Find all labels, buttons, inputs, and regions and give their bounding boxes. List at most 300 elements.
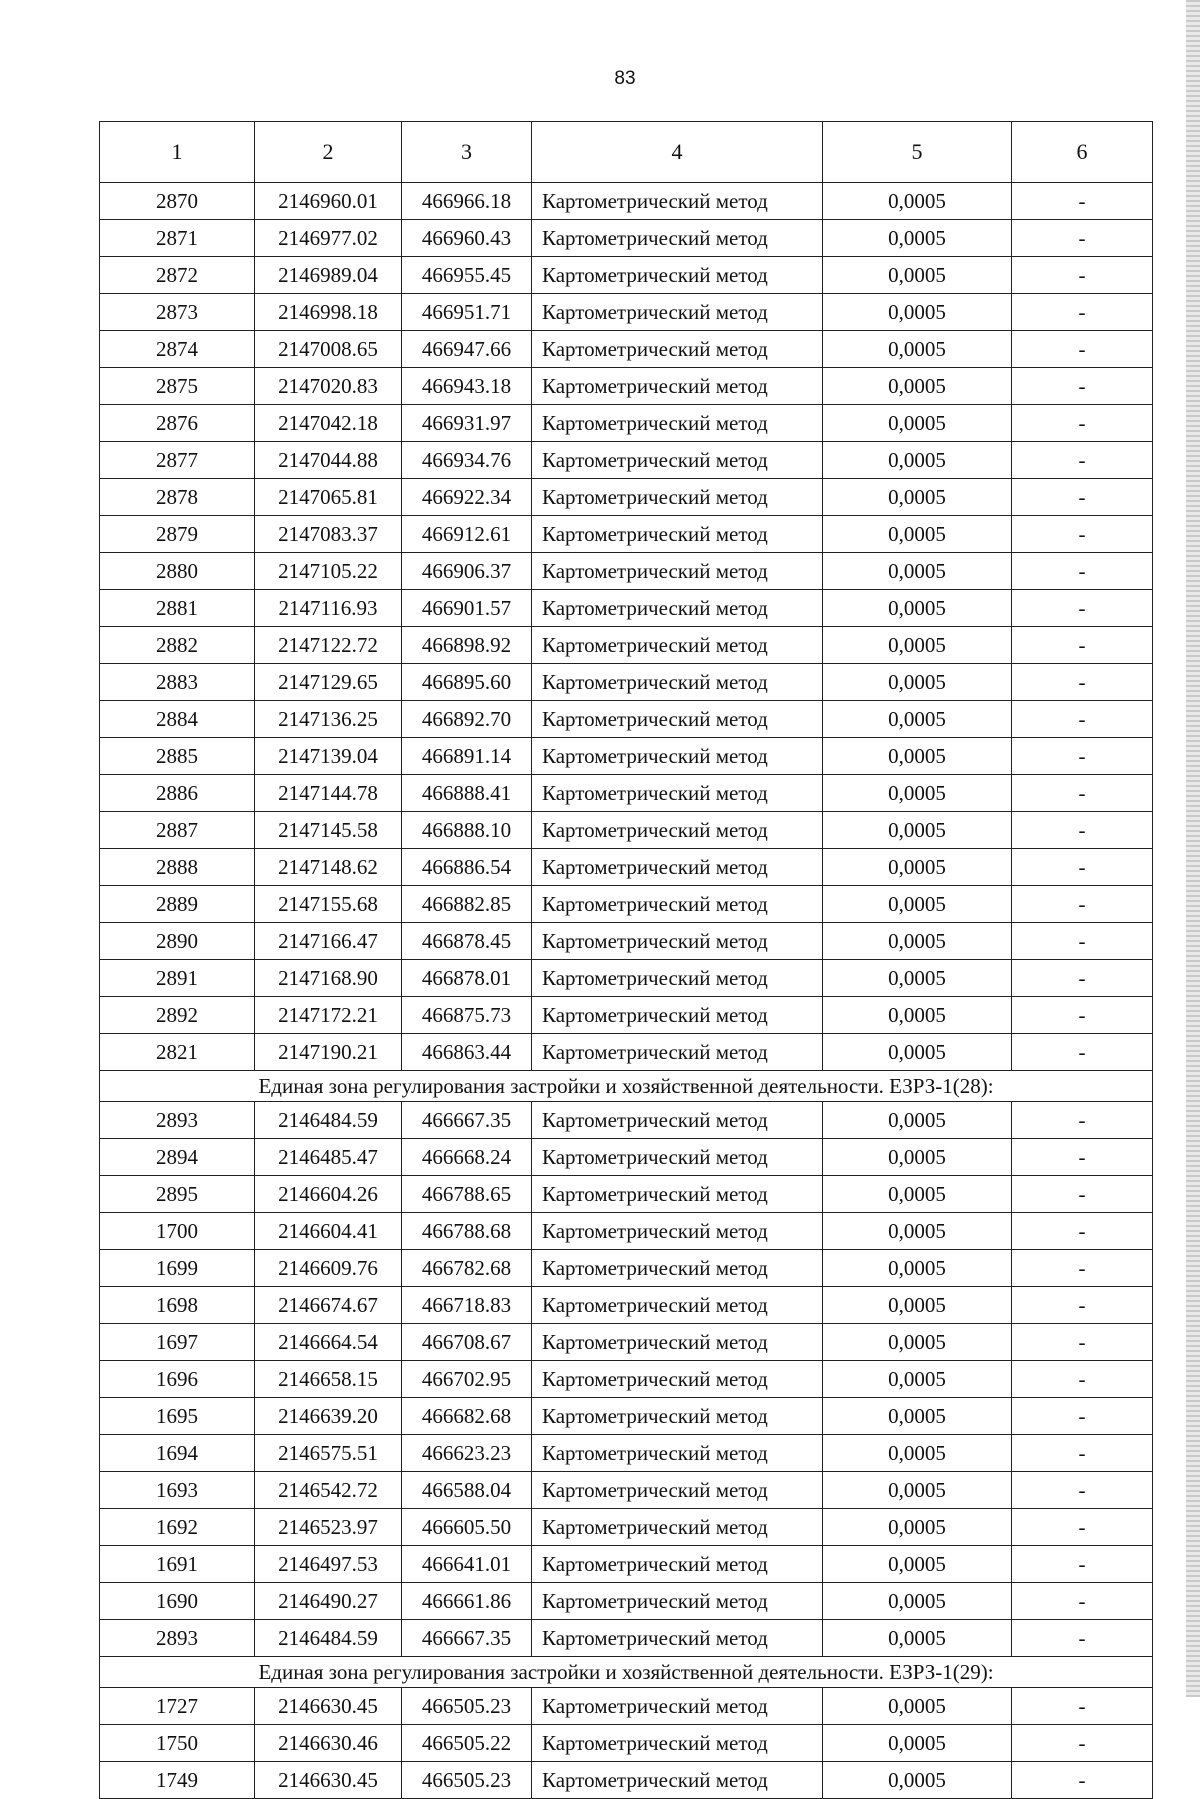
- point-number-cell: 2875: [100, 368, 255, 405]
- point-number-cell: 2884: [100, 701, 255, 738]
- point-number-cell: 2874: [100, 331, 255, 368]
- column-header: 3: [402, 122, 532, 183]
- x-coordinate-cell: 2147116.93: [255, 590, 402, 627]
- method-cell: Картометрический метод: [532, 257, 823, 294]
- y-coordinate-cell: 466878.01: [402, 960, 532, 997]
- point-number-cell: 2880: [100, 553, 255, 590]
- x-coordinate-cell: 2147042.18: [255, 405, 402, 442]
- table-row: [100, 442, 1153, 479]
- y-coordinate-cell: 466863.44: [402, 1034, 532, 1071]
- method-cell: Картометрический метод: [532, 1398, 823, 1435]
- note-cell: -: [1012, 886, 1153, 923]
- accuracy-cell: 0,0005: [823, 590, 1012, 627]
- point-number-cell: 2872: [100, 257, 255, 294]
- table-row: [100, 257, 1153, 294]
- note-cell: -: [1012, 1509, 1153, 1546]
- note-cell: -: [1012, 1213, 1153, 1250]
- column-header: 4: [532, 122, 823, 183]
- point-number-cell: 2883: [100, 664, 255, 701]
- table-row: [100, 997, 1153, 1034]
- x-coordinate-cell: 2147008.65: [255, 331, 402, 368]
- y-coordinate-cell: 466922.34: [402, 479, 532, 516]
- method-cell: Картометрический метод: [532, 997, 823, 1034]
- point-number-cell: 2895: [100, 1176, 255, 1213]
- note-cell: -: [1012, 1139, 1153, 1176]
- table-row: [100, 183, 1153, 220]
- accuracy-cell: 0,0005: [823, 923, 1012, 960]
- y-coordinate-cell: 466906.37: [402, 553, 532, 590]
- point-number-cell: 1693: [100, 1472, 255, 1509]
- x-coordinate-cell: 2146485.47: [255, 1139, 402, 1176]
- column-header: 1: [100, 122, 255, 183]
- accuracy-cell: 0,0005: [823, 516, 1012, 553]
- table-row: [100, 1102, 1153, 1139]
- method-cell: Картометрический метод: [532, 923, 823, 960]
- y-coordinate-cell: 466605.50: [402, 1509, 532, 1546]
- y-coordinate-cell: 466886.54: [402, 849, 532, 886]
- table-row: [100, 1688, 1153, 1725]
- note-cell: -: [1012, 627, 1153, 664]
- table-row: [100, 368, 1153, 405]
- y-coordinate-cell: 466505.23: [402, 1688, 532, 1725]
- point-number-cell: 1694: [100, 1435, 255, 1472]
- section-title: Единая зона регулирования застройки и хозяйственной деятельности. ЕЗРЗ-1(29):: [100, 1657, 1153, 1688]
- method-cell: Картометрический метод: [532, 368, 823, 405]
- x-coordinate-cell: 2147145.58: [255, 812, 402, 849]
- note-cell: -: [1012, 738, 1153, 775]
- method-cell: Картометрический метод: [532, 442, 823, 479]
- accuracy-cell: 0,0005: [823, 220, 1012, 257]
- y-coordinate-cell: 466505.22: [402, 1725, 532, 1762]
- note-cell: -: [1012, 1102, 1153, 1139]
- table-row: [100, 1583, 1153, 1620]
- method-cell: Картометрический метод: [532, 1287, 823, 1324]
- y-coordinate-cell: 466641.01: [402, 1546, 532, 1583]
- point-number-cell: 1727: [100, 1688, 255, 1725]
- x-coordinate-cell: 2146989.04: [255, 257, 402, 294]
- table-row: [100, 812, 1153, 849]
- method-cell: Картометрический метод: [532, 331, 823, 368]
- table-row: [100, 1213, 1153, 1250]
- accuracy-cell: 0,0005: [823, 812, 1012, 849]
- y-coordinate-cell: 466912.61: [402, 516, 532, 553]
- y-coordinate-cell: 466708.67: [402, 1324, 532, 1361]
- y-coordinate-cell: 466788.68: [402, 1213, 532, 1250]
- method-cell: Картометрический метод: [532, 294, 823, 331]
- table-row: [100, 479, 1153, 516]
- x-coordinate-cell: 2146484.59: [255, 1102, 402, 1139]
- x-coordinate-cell: 2147044.88: [255, 442, 402, 479]
- accuracy-cell: 0,0005: [823, 886, 1012, 923]
- table-row: [100, 1176, 1153, 1213]
- note-cell: -: [1012, 1688, 1153, 1725]
- table-row: [100, 1435, 1153, 1472]
- method-cell: Картометрический метод: [532, 1688, 823, 1725]
- accuracy-cell: 0,0005: [823, 183, 1012, 220]
- point-number-cell: 1695: [100, 1398, 255, 1435]
- y-coordinate-cell: 466888.10: [402, 812, 532, 849]
- x-coordinate-cell: 2146998.18: [255, 294, 402, 331]
- accuracy-cell: 0,0005: [823, 1762, 1012, 1799]
- accuracy-cell: 0,0005: [823, 1688, 1012, 1725]
- method-cell: Картометрический метод: [532, 1435, 823, 1472]
- note-cell: -: [1012, 1034, 1153, 1071]
- table-row: [100, 664, 1153, 701]
- y-coordinate-cell: 466718.83: [402, 1287, 532, 1324]
- method-cell: Картометрический метод: [532, 701, 823, 738]
- note-cell: -: [1012, 775, 1153, 812]
- table-row: [100, 701, 1153, 738]
- x-coordinate-cell: 2146960.01: [255, 183, 402, 220]
- note-cell: -: [1012, 220, 1153, 257]
- note-cell: -: [1012, 1725, 1153, 1762]
- accuracy-cell: 0,0005: [823, 701, 1012, 738]
- y-coordinate-cell: 466888.41: [402, 775, 532, 812]
- point-number-cell: 2878: [100, 479, 255, 516]
- x-coordinate-cell: 2146575.51: [255, 1435, 402, 1472]
- accuracy-cell: 0,0005: [823, 1509, 1012, 1546]
- point-number-cell: 2870: [100, 183, 255, 220]
- point-number-cell: 2890: [100, 923, 255, 960]
- point-number-cell: 2882: [100, 627, 255, 664]
- x-coordinate-cell: 2147129.65: [255, 664, 402, 701]
- accuracy-cell: 0,0005: [823, 849, 1012, 886]
- accuracy-cell: 0,0005: [823, 1546, 1012, 1583]
- note-cell: -: [1012, 923, 1153, 960]
- table-row: [100, 1287, 1153, 1324]
- x-coordinate-cell: 2146604.41: [255, 1213, 402, 1250]
- point-number-cell: 2892: [100, 997, 255, 1034]
- accuracy-cell: 0,0005: [823, 331, 1012, 368]
- table-header-row: [100, 122, 1153, 183]
- table-row: [100, 1139, 1153, 1176]
- section-header-row: [100, 1657, 1153, 1688]
- accuracy-cell: 0,0005: [823, 1583, 1012, 1620]
- x-coordinate-cell: 2146639.20: [255, 1398, 402, 1435]
- accuracy-cell: 0,0005: [823, 1620, 1012, 1657]
- note-cell: -: [1012, 1620, 1153, 1657]
- note-cell: -: [1012, 1762, 1153, 1799]
- method-cell: Картометрический метод: [532, 886, 823, 923]
- note-cell: -: [1012, 368, 1153, 405]
- accuracy-cell: 0,0005: [823, 1034, 1012, 1071]
- x-coordinate-cell: 2146484.59: [255, 1620, 402, 1657]
- accuracy-cell: 0,0005: [823, 1176, 1012, 1213]
- y-coordinate-cell: 466901.57: [402, 590, 532, 627]
- table-row: [100, 1034, 1153, 1071]
- accuracy-cell: 0,0005: [823, 442, 1012, 479]
- y-coordinate-cell: 466588.04: [402, 1472, 532, 1509]
- x-coordinate-cell: 2147144.78: [255, 775, 402, 812]
- note-cell: -: [1012, 1287, 1153, 1324]
- y-coordinate-cell: 466788.65: [402, 1176, 532, 1213]
- table-row: [100, 1472, 1153, 1509]
- point-number-cell: 2881: [100, 590, 255, 627]
- accuracy-cell: 0,0005: [823, 738, 1012, 775]
- table-row: [100, 738, 1153, 775]
- table-row: [100, 627, 1153, 664]
- method-cell: Картометрический метод: [532, 664, 823, 701]
- method-cell: Картометрический метод: [532, 553, 823, 590]
- point-number-cell: 2871: [100, 220, 255, 257]
- note-cell: -: [1012, 331, 1153, 368]
- x-coordinate-cell: 2147065.81: [255, 479, 402, 516]
- note-cell: -: [1012, 553, 1153, 590]
- y-coordinate-cell: 466667.35: [402, 1102, 532, 1139]
- method-cell: Картометрический метод: [532, 1250, 823, 1287]
- point-number-cell: 2876: [100, 405, 255, 442]
- point-number-cell: 2879: [100, 516, 255, 553]
- note-cell: -: [1012, 183, 1153, 220]
- x-coordinate-cell: 2147139.04: [255, 738, 402, 775]
- x-coordinate-cell: 2146497.53: [255, 1546, 402, 1583]
- accuracy-cell: 0,0005: [823, 997, 1012, 1034]
- note-cell: -: [1012, 294, 1153, 331]
- point-number-cell: 1692: [100, 1509, 255, 1546]
- x-coordinate-cell: 2146630.46: [255, 1725, 402, 1762]
- point-number-cell: 2889: [100, 886, 255, 923]
- method-cell: Картометрический метод: [532, 1472, 823, 1509]
- method-cell: Картометрический метод: [532, 1620, 823, 1657]
- table-row: [100, 1725, 1153, 1762]
- accuracy-cell: 0,0005: [823, 1102, 1012, 1139]
- note-cell: -: [1012, 701, 1153, 738]
- y-coordinate-cell: 466667.35: [402, 1620, 532, 1657]
- y-coordinate-cell: 466898.92: [402, 627, 532, 664]
- x-coordinate-cell: 2147166.47: [255, 923, 402, 960]
- accuracy-cell: 0,0005: [823, 775, 1012, 812]
- x-coordinate-cell: 2146977.02: [255, 220, 402, 257]
- y-coordinate-cell: 466892.70: [402, 701, 532, 738]
- coordinates-table: [99, 121, 1153, 1799]
- method-cell: Картометрический метод: [532, 1361, 823, 1398]
- method-cell: Картометрический метод: [532, 1324, 823, 1361]
- x-coordinate-cell: 2147155.68: [255, 886, 402, 923]
- method-cell: Картометрический метод: [532, 775, 823, 812]
- accuracy-cell: 0,0005: [823, 368, 1012, 405]
- point-number-cell: 1690: [100, 1583, 255, 1620]
- x-coordinate-cell: 2147083.37: [255, 516, 402, 553]
- point-number-cell: 2891: [100, 960, 255, 997]
- y-coordinate-cell: 466895.60: [402, 664, 532, 701]
- column-header: 5: [823, 122, 1012, 183]
- method-cell: Картометрический метод: [532, 405, 823, 442]
- x-coordinate-cell: 2146658.15: [255, 1361, 402, 1398]
- table-row: [100, 1762, 1153, 1799]
- accuracy-cell: 0,0005: [823, 257, 1012, 294]
- accuracy-cell: 0,0005: [823, 1435, 1012, 1472]
- method-cell: Картометрический метод: [532, 1139, 823, 1176]
- table-row: [100, 1324, 1153, 1361]
- point-number-cell: 1691: [100, 1546, 255, 1583]
- x-coordinate-cell: 2146630.45: [255, 1762, 402, 1799]
- x-coordinate-cell: 2147168.90: [255, 960, 402, 997]
- table-row: [100, 886, 1153, 923]
- table-row: [100, 516, 1153, 553]
- note-cell: -: [1012, 1398, 1153, 1435]
- method-cell: Картометрический метод: [532, 738, 823, 775]
- point-number-cell: 1749: [100, 1762, 255, 1799]
- point-number-cell: 2877: [100, 442, 255, 479]
- method-cell: Картометрический метод: [532, 1176, 823, 1213]
- accuracy-cell: 0,0005: [823, 627, 1012, 664]
- note-cell: -: [1012, 479, 1153, 516]
- x-coordinate-cell: 2147122.72: [255, 627, 402, 664]
- method-cell: Картометрический метод: [532, 849, 823, 886]
- y-coordinate-cell: 466702.95: [402, 1361, 532, 1398]
- table-row: [100, 590, 1153, 627]
- note-cell: -: [1012, 590, 1153, 627]
- point-number-cell: 1697: [100, 1324, 255, 1361]
- accuracy-cell: 0,0005: [823, 1287, 1012, 1324]
- page-number: 83: [614, 68, 636, 89]
- y-coordinate-cell: 466931.97: [402, 405, 532, 442]
- note-cell: -: [1012, 1435, 1153, 1472]
- x-coordinate-cell: 2147105.22: [255, 553, 402, 590]
- note-cell: -: [1012, 664, 1153, 701]
- note-cell: -: [1012, 1250, 1153, 1287]
- table-row: [100, 1620, 1153, 1657]
- table-row: [100, 405, 1153, 442]
- method-cell: Картометрический метод: [532, 1546, 823, 1583]
- note-cell: -: [1012, 960, 1153, 997]
- table-row: [100, 775, 1153, 812]
- x-coordinate-cell: 2146604.26: [255, 1176, 402, 1213]
- note-cell: -: [1012, 1361, 1153, 1398]
- method-cell: Картометрический метод: [532, 220, 823, 257]
- y-coordinate-cell: 466875.73: [402, 997, 532, 1034]
- x-coordinate-cell: 2147190.21: [255, 1034, 402, 1071]
- accuracy-cell: 0,0005: [823, 479, 1012, 516]
- point-number-cell: 1698: [100, 1287, 255, 1324]
- table-row: [100, 1509, 1153, 1546]
- point-number-cell: 2888: [100, 849, 255, 886]
- accuracy-cell: 0,0005: [823, 664, 1012, 701]
- point-number-cell: 2894: [100, 1139, 255, 1176]
- y-coordinate-cell: 466947.66: [402, 331, 532, 368]
- point-number-cell: 2893: [100, 1102, 255, 1139]
- method-cell: Картометрический метод: [532, 812, 823, 849]
- accuracy-cell: 0,0005: [823, 1472, 1012, 1509]
- accuracy-cell: 0,0005: [823, 553, 1012, 590]
- method-cell: Картометрический метод: [532, 1034, 823, 1071]
- method-cell: Картометрический метод: [532, 590, 823, 627]
- method-cell: Картометрический метод: [532, 1102, 823, 1139]
- table-row: [100, 1546, 1153, 1583]
- method-cell: Картометрический метод: [532, 960, 823, 997]
- y-coordinate-cell: 466882.85: [402, 886, 532, 923]
- note-cell: -: [1012, 812, 1153, 849]
- y-coordinate-cell: 466891.14: [402, 738, 532, 775]
- y-coordinate-cell: 466682.68: [402, 1398, 532, 1435]
- note-cell: -: [1012, 849, 1153, 886]
- x-coordinate-cell: 2147148.62: [255, 849, 402, 886]
- method-cell: Картометрический метод: [532, 1213, 823, 1250]
- table-row: [100, 1361, 1153, 1398]
- table-body: [100, 122, 1153, 1799]
- point-number-cell: 2887: [100, 812, 255, 849]
- method-cell: Картометрический метод: [532, 1583, 823, 1620]
- point-number-cell: 2893: [100, 1620, 255, 1657]
- method-cell: Картометрический метод: [532, 1509, 823, 1546]
- method-cell: Картометрический метод: [532, 479, 823, 516]
- table-row: [100, 1398, 1153, 1435]
- y-coordinate-cell: 466955.45: [402, 257, 532, 294]
- section-title: Единая зона регулирования застройки и хозяйственной деятельности. ЕЗРЗ-1(28):: [100, 1071, 1153, 1102]
- method-cell: Картометрический метод: [532, 1762, 823, 1799]
- point-number-cell: 2886: [100, 775, 255, 812]
- y-coordinate-cell: 466951.71: [402, 294, 532, 331]
- note-cell: -: [1012, 516, 1153, 553]
- accuracy-cell: 0,0005: [823, 1250, 1012, 1287]
- table-row: [100, 960, 1153, 997]
- point-number-cell: 2821: [100, 1034, 255, 1071]
- table-row: [100, 220, 1153, 257]
- y-coordinate-cell: 466943.18: [402, 368, 532, 405]
- table-row: [100, 294, 1153, 331]
- point-number-cell: 1699: [100, 1250, 255, 1287]
- table-row: [100, 849, 1153, 886]
- x-coordinate-cell: 2146664.54: [255, 1324, 402, 1361]
- accuracy-cell: 0,0005: [823, 1725, 1012, 1762]
- accuracy-cell: 0,0005: [823, 1139, 1012, 1176]
- x-coordinate-cell: 2146523.97: [255, 1509, 402, 1546]
- point-number-cell: 2873: [100, 294, 255, 331]
- note-cell: -: [1012, 405, 1153, 442]
- y-coordinate-cell: 466782.68: [402, 1250, 532, 1287]
- y-coordinate-cell: 466668.24: [402, 1139, 532, 1176]
- accuracy-cell: 0,0005: [823, 1324, 1012, 1361]
- y-coordinate-cell: 466934.76: [402, 442, 532, 479]
- point-number-cell: 1696: [100, 1361, 255, 1398]
- note-cell: -: [1012, 1472, 1153, 1509]
- table-row: [100, 331, 1153, 368]
- y-coordinate-cell: 466960.43: [402, 220, 532, 257]
- table-row: [100, 553, 1153, 590]
- note-cell: -: [1012, 1176, 1153, 1213]
- x-coordinate-cell: 2146630.45: [255, 1688, 402, 1725]
- note-cell: -: [1012, 257, 1153, 294]
- accuracy-cell: 0,0005: [823, 405, 1012, 442]
- note-cell: -: [1012, 997, 1153, 1034]
- y-coordinate-cell: 466966.18: [402, 183, 532, 220]
- accuracy-cell: 0,0005: [823, 1361, 1012, 1398]
- x-coordinate-cell: 2146609.76: [255, 1250, 402, 1287]
- y-coordinate-cell: 466623.23: [402, 1435, 532, 1472]
- x-coordinate-cell: 2146490.27: [255, 1583, 402, 1620]
- accuracy-cell: 0,0005: [823, 1398, 1012, 1435]
- x-coordinate-cell: 2147136.25: [255, 701, 402, 738]
- accuracy-cell: 0,0005: [823, 294, 1012, 331]
- method-cell: Картометрический метод: [532, 183, 823, 220]
- scan-edge: [1186, 0, 1200, 1697]
- note-cell: -: [1012, 1583, 1153, 1620]
- x-coordinate-cell: 2147020.83: [255, 368, 402, 405]
- note-cell: -: [1012, 442, 1153, 479]
- section-header-row: [100, 1071, 1153, 1102]
- table-row: [100, 923, 1153, 960]
- method-cell: Картометрический метод: [532, 516, 823, 553]
- y-coordinate-cell: 466878.45: [402, 923, 532, 960]
- x-coordinate-cell: 2147172.21: [255, 997, 402, 1034]
- note-cell: -: [1012, 1324, 1153, 1361]
- y-coordinate-cell: 466661.86: [402, 1583, 532, 1620]
- method-cell: Картометрический метод: [532, 627, 823, 664]
- point-number-cell: 1750: [100, 1725, 255, 1762]
- table-row: [100, 1250, 1153, 1287]
- x-coordinate-cell: 2146674.67: [255, 1287, 402, 1324]
- accuracy-cell: 0,0005: [823, 960, 1012, 997]
